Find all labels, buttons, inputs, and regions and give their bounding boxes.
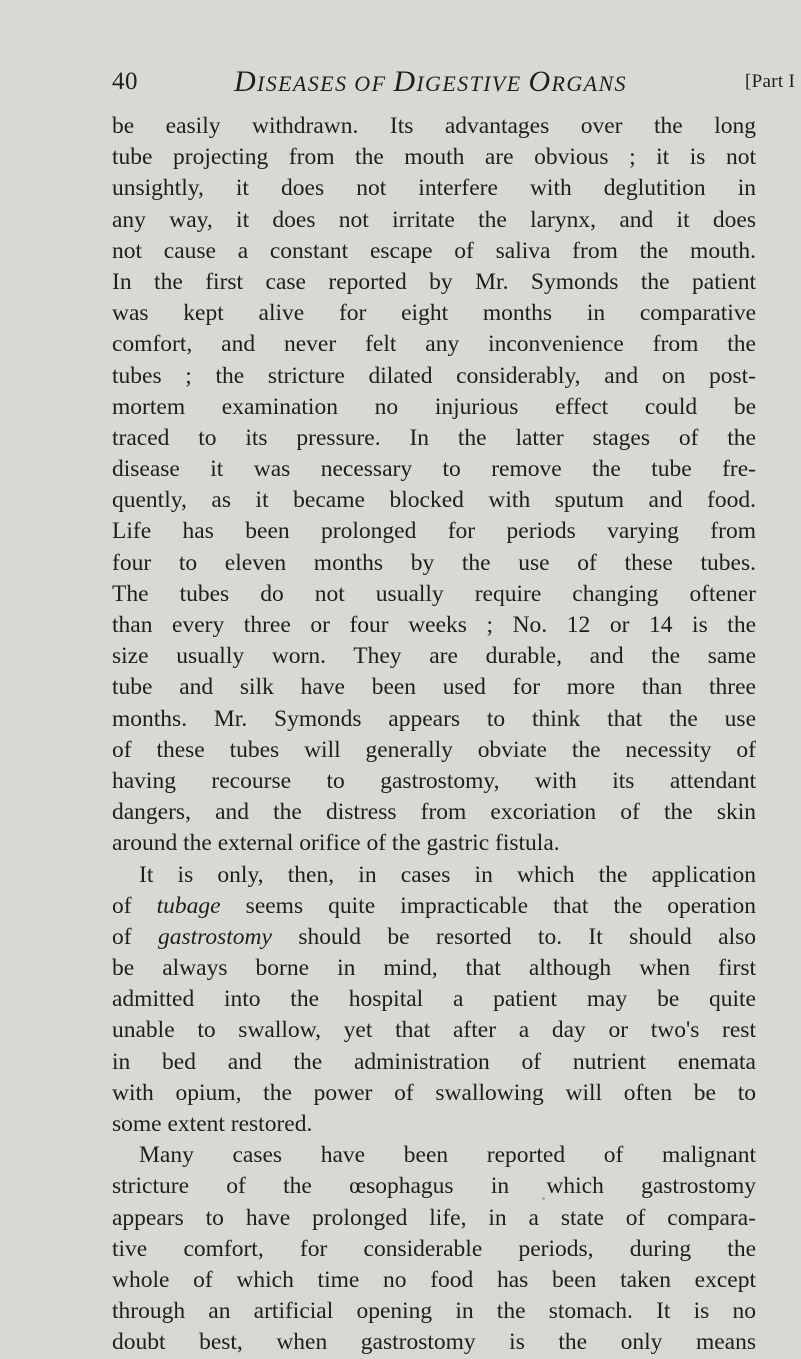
text-line: be easily withdrawn. Its advantages over the long — [112, 113, 756, 139]
text-line: tive comfort, for considerable periods, during the — [112, 1235, 756, 1262]
title-word-digestive: IGESTIVE — [416, 71, 529, 96]
text-line: having recourse to gastrostomy, with its attendant — [112, 767, 756, 794]
text-line: quently, as it became blocked with sputum and food. — [112, 487, 756, 514]
text-line: in bed and the administration of nutrient enemata — [112, 1048, 756, 1075]
body-text — [112, 111, 756, 1359]
text-line: unsightly, it does not interfere with deglutition in — [112, 175, 756, 202]
text-line: any way, it does not irritate the larynx, and it does — [112, 206, 756, 233]
text-line: tubes ; the stricture dilated considerably, and on post- — [112, 362, 756, 389]
text-line: In the first case reported by Mr. Symonds the patient — [112, 268, 756, 295]
part-label: [Part I — [745, 71, 796, 92]
paragraph-start-line: It is only, then, in cases in which the application — [139, 861, 756, 888]
text-line: tube and silk have been used for more than three — [112, 674, 756, 701]
text-line: be always borne in mind, that although when first — [112, 955, 756, 982]
text-line: whole of which time no food has been taken except — [112, 1266, 756, 1293]
text-line: around the external orifice of the gastric fistula. — [112, 830, 560, 857]
paper-speck — [542, 1197, 545, 1200]
text-line: with opium, the power of swallowing will often be to — [112, 1079, 756, 1106]
text-line: four to eleven months by the use of these tubes. — [112, 549, 756, 576]
text-line: unable to swallow, yet that after a day or two's rest — [112, 1017, 756, 1044]
text-line: of these tubes will generally obviate the necessity of — [112, 736, 756, 763]
text-line: dangers, and the distress from excoriation of the skin — [112, 799, 756, 826]
text-line: admitted into the hospital a patient may be quite — [112, 986, 756, 1013]
italic-term-gastrostomy: gastrostomy — [157, 923, 272, 950]
italic-term-tubage: tubage — [156, 892, 221, 919]
text-line: through an artificial opening in the stomach. It is no — [112, 1298, 756, 1325]
text-line: appears to have prolonged life, in a state of compara- — [112, 1204, 756, 1231]
text-segment: should be resorted to. It should also — [271, 923, 756, 950]
text-line: not cause a constant escape of saliva from the mouth. — [112, 237, 756, 264]
text-line: size usually worn. They are durable, and the same — [112, 643, 756, 670]
running-header — [112, 66, 801, 106]
page-number: 40 — [112, 68, 138, 95]
title-word-diseases-of: ISEASES OF — [256, 71, 394, 96]
text-line: The tubes do not usually require changing oftener — [112, 580, 756, 607]
text-segment: seems quite impracticable that the operation — [220, 892, 756, 919]
text-line: disease it was necessary to remove the tube fre- — [112, 456, 756, 483]
text-line: stricture of the œsophagus in which gastrostomy — [112, 1173, 756, 1200]
text-line: Life has been prolonged for periods varying from — [112, 518, 756, 545]
text-line-with-italic — [112, 891, 756, 922]
title-initial-d: D — [234, 65, 257, 98]
paper-speck — [121, 1118, 123, 1120]
text-line-with-italic — [112, 922, 756, 953]
text-line: months. Mr. Symonds appears to think that the use — [112, 705, 756, 732]
text-line: than every three or four weeks ; No. 12 or 14 is the — [112, 612, 756, 638]
text-line: some extent restored. — [112, 1111, 313, 1137]
text-segment: of — [112, 892, 157, 919]
title-initial-d2: D — [393, 65, 417, 98]
text-line: tube projecting from the mouth are obvious ; it is not — [112, 144, 756, 171]
title-initial-o: O — [528, 65, 552, 98]
text-line: doubt best, when gastrostomy is the only means — [112, 1329, 756, 1356]
running-title — [234, 65, 627, 99]
paragraph-start-line: Many cases have been reported of malignant — [139, 1142, 756, 1169]
text-line: was kept alive for eight months in comparative — [112, 300, 756, 327]
text-line: mortem examination no injurious effect could be — [112, 393, 756, 420]
text-segment: of — [112, 923, 158, 950]
text-line: traced to its pressure. In the latter stages of the — [112, 424, 756, 451]
title-word-organs: RGANS — [551, 71, 627, 96]
text-line: comfort, and never felt any inconvenience from the — [112, 331, 756, 358]
